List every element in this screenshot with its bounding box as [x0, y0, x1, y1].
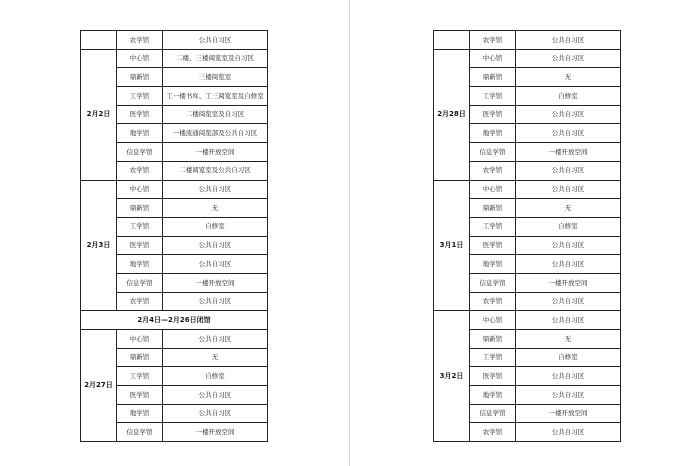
- library-name-cell: 信息学馆: [470, 273, 516, 292]
- date-cell: [434, 31, 470, 50]
- library-name-cell: 工学馆: [470, 217, 516, 236]
- library-name-cell: 医学馆: [117, 386, 163, 405]
- open-area-cell: 公共自习区: [516, 367, 621, 386]
- open-area-cell: 一楼开放空间: [163, 143, 268, 162]
- closed-notice: 2月4日—2月26日闭馆: [81, 311, 268, 330]
- library-name-cell: 鼎新馆: [470, 68, 516, 87]
- open-area-cell: 公共自习区: [516, 255, 621, 274]
- open-area-cell: 自修室: [516, 217, 621, 236]
- library-name-cell: 信息学馆: [470, 143, 516, 162]
- open-area-cell: 公共自习区: [163, 386, 268, 405]
- library-name-cell: 农学馆: [470, 161, 516, 180]
- schedule-table-left: [80, 30, 268, 442]
- table-row: [434, 49, 621, 68]
- library-name-cell: 工学馆: [117, 87, 163, 106]
- open-area-cell: 公共自习区: [163, 330, 268, 349]
- library-name-cell: 工学馆: [117, 367, 163, 386]
- open-area-cell: 无: [163, 348, 268, 367]
- library-name-cell: 中心馆: [470, 49, 516, 68]
- open-area-cell: 一楼流通阅览部及公共自习区: [163, 124, 268, 143]
- date-cell: 2月27日: [81, 330, 117, 442]
- open-area-cell: 公共自习区: [516, 105, 621, 124]
- library-name-cell: 鼎新馆: [470, 330, 516, 349]
- open-area-cell: 公共自习区: [163, 404, 268, 423]
- table-row: [81, 180, 268, 199]
- library-name-cell: 工学馆: [117, 217, 163, 236]
- open-area-cell: 二楼阅览室及公共自习区: [163, 161, 268, 180]
- open-area-cell: 一楼开放空间: [163, 273, 268, 292]
- open-area-cell: 公共自习区: [516, 49, 621, 68]
- library-name-cell: 工学馆: [470, 87, 516, 106]
- open-area-cell: 无: [516, 330, 621, 349]
- open-area-cell: 公共自习区: [516, 31, 621, 50]
- open-area-cell: 工一楼书库、工三阅览室及自修室: [163, 87, 268, 106]
- open-area-cell: 公共自习区: [163, 236, 268, 255]
- open-area-cell: 无: [516, 199, 621, 218]
- library-name-cell: 农学馆: [117, 292, 163, 311]
- library-name-cell: 地学馆: [470, 124, 516, 143]
- open-area-cell: 公共自习区: [516, 311, 621, 330]
- open-area-cell: 公共自习区: [163, 292, 268, 311]
- open-area-cell: 一楼开放空间: [516, 404, 621, 423]
- table-row: [81, 311, 268, 330]
- date-cell: 2月28日: [434, 49, 470, 180]
- table-row: [81, 31, 268, 50]
- open-area-cell: 公共自习区: [516, 386, 621, 405]
- library-name-cell: 农学馆: [470, 423, 516, 442]
- table-row: [434, 31, 621, 50]
- library-name-cell: 地学馆: [470, 386, 516, 405]
- open-area-cell: 自修室: [516, 348, 621, 367]
- open-area-cell: 公共自习区: [516, 161, 621, 180]
- open-area-cell: 二楼、三楼阅览室及自习区: [163, 49, 268, 68]
- library-name-cell: 中心馆: [117, 180, 163, 199]
- library-name-cell: 中心馆: [117, 330, 163, 349]
- library-name-cell: 信息学馆: [117, 273, 163, 292]
- page-divider: [349, 0, 350, 466]
- open-area-cell: 一楼开放空间: [163, 423, 268, 442]
- library-name-cell: 农学馆: [470, 31, 516, 50]
- library-name-cell: 鼎新馆: [470, 199, 516, 218]
- library-name-cell: 农学馆: [117, 161, 163, 180]
- open-area-cell: 公共自习区: [516, 180, 621, 199]
- library-name-cell: 信息学馆: [117, 143, 163, 162]
- open-area-cell: 公共自习区: [163, 180, 268, 199]
- open-area-cell: 自修室: [163, 217, 268, 236]
- library-name-cell: 鼎新馆: [117, 199, 163, 218]
- open-area-cell: 三楼阅览室: [163, 68, 268, 87]
- library-name-cell: 医学馆: [117, 236, 163, 255]
- library-name-cell: 医学馆: [470, 236, 516, 255]
- open-area-cell: 一楼开放空间: [516, 273, 621, 292]
- open-area-cell: 公共自习区: [516, 236, 621, 255]
- open-area-cell: 自修室: [516, 87, 621, 106]
- date-cell: 2月2日: [81, 49, 117, 180]
- library-name-cell: 地学馆: [117, 124, 163, 143]
- library-name-cell: 中心馆: [470, 180, 516, 199]
- library-name-cell: 农学馆: [117, 31, 163, 50]
- open-area-cell: 公共自习区: [163, 255, 268, 274]
- library-name-cell: 中心馆: [470, 311, 516, 330]
- date-cell: 3月2日: [434, 311, 470, 442]
- table-row: [434, 311, 621, 330]
- library-name-cell: 地学馆: [470, 255, 516, 274]
- library-name-cell: 信息学馆: [470, 404, 516, 423]
- table-row: [81, 330, 268, 349]
- library-name-cell: 农学馆: [470, 292, 516, 311]
- open-area-cell: 公共自习区: [516, 124, 621, 143]
- open-area-cell: 无: [516, 68, 621, 87]
- open-area-cell: 二楼阅览室及自习区: [163, 105, 268, 124]
- library-name-cell: 地学馆: [117, 404, 163, 423]
- open-area-cell: 公共自习区: [163, 31, 268, 50]
- library-name-cell: 医学馆: [117, 105, 163, 124]
- library-name-cell: 工学馆: [470, 348, 516, 367]
- library-name-cell: 医学馆: [470, 367, 516, 386]
- open-area-cell: 自修室: [163, 367, 268, 386]
- open-area-cell: 一楼开放空间: [516, 143, 621, 162]
- schedule-table-right: [433, 30, 621, 442]
- date-cell: 3月1日: [434, 180, 470, 311]
- open-area-cell: 公共自习区: [516, 292, 621, 311]
- date-cell: [81, 31, 117, 50]
- library-name-cell: 信息学馆: [117, 423, 163, 442]
- open-area-cell: 公共自习区: [516, 423, 621, 442]
- library-name-cell: 鼎新馆: [117, 68, 163, 87]
- open-area-cell: 无: [163, 199, 268, 218]
- library-name-cell: 医学馆: [470, 105, 516, 124]
- table-row: [434, 180, 621, 199]
- library-name-cell: 鼎新馆: [117, 348, 163, 367]
- library-name-cell: 地学馆: [117, 255, 163, 274]
- library-name-cell: 中心馆: [117, 49, 163, 68]
- date-cell: 2月3日: [81, 180, 117, 311]
- table-row: [81, 49, 268, 68]
